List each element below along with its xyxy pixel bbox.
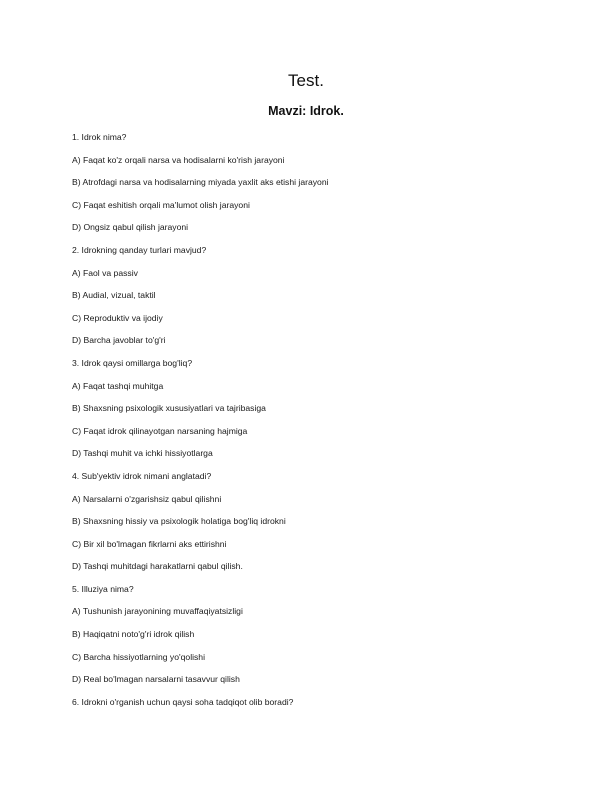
answer-option: C) Faqat eshitish orqali ma'lumot olish jarayoni	[72, 199, 250, 210]
answer-option: A) Faqat ko'z orqali narsa va hodisalarni ko'rish jarayoni	[72, 154, 285, 165]
answer-option: B) Atrofdagi narsa va hodisalarning miyada yaxlit aks etishi jarayoni	[72, 177, 329, 188]
answer-option: D) Tashqi muhit va ichki hissiyotlarga	[72, 448, 213, 459]
answer-option: B) Audial, vizual, taktil	[72, 290, 156, 301]
answer-option: C) Barcha hissiyotlarning yo'qolishi	[72, 651, 205, 662]
question-text: 2. Idrokning qanday turlari mavjud?	[72, 244, 207, 255]
document-title: Test.	[288, 71, 324, 90]
answer-option: A) Faol va passiv	[72, 267, 138, 278]
answer-option: D) Real bo'lmagan narsalarni tasavvur qilish	[72, 674, 240, 685]
answer-option: A) Narsalarni o'zgarishsiz qabul qilishni	[72, 493, 222, 504]
answer-option: D) Ongsiz qabul qilish jarayoni	[72, 222, 189, 233]
answer-option: B) Shaxsning psixologik xususiyatlari va tajribasiga	[72, 403, 266, 414]
answer-option: D) Tashqi muhitdagi harakatlarni qabul qilish.	[72, 561, 243, 572]
question-list	[72, 131, 542, 718]
question-text: 1. Idrok nima?	[72, 132, 127, 142]
answer-option: C) Reproduktiv va ijodiy	[72, 312, 163, 323]
answer-option: C) Bir xil bo'lmagan fikrlarni aks ettirishni	[72, 538, 227, 549]
question-text: 5. Illuziya nima?	[72, 583, 134, 594]
answer-option: D) Barcha javoblar to'g'ri	[72, 335, 166, 346]
question-text: 6. Idrokni o'rganish uchun qaysi soha tadqiqot olib boradi?	[72, 696, 294, 707]
answer-option: A) Tushunish jarayonining muvaffaqiyatsizligi	[72, 606, 243, 617]
question-text: 4. Sub'yektiv idrok nimani anglatadi?	[72, 470, 212, 481]
answer-option: C) Faqat idrok qilinayotgan narsaning hajmiga	[72, 425, 248, 436]
answer-option: B) Shaxsning hissiy va psixologik holatiga bog'liq idrokni	[72, 516, 286, 527]
question-text: 3. Idrok qaysi omillarga bog'liq?	[72, 357, 193, 368]
answer-option: A) Faqat tashqi muhitga	[72, 380, 164, 391]
document-subtitle: Mavzi: Idrok.	[268, 104, 344, 118]
answer-option: B) Haqiqatni noto'g'ri idrok qilish	[72, 629, 195, 640]
